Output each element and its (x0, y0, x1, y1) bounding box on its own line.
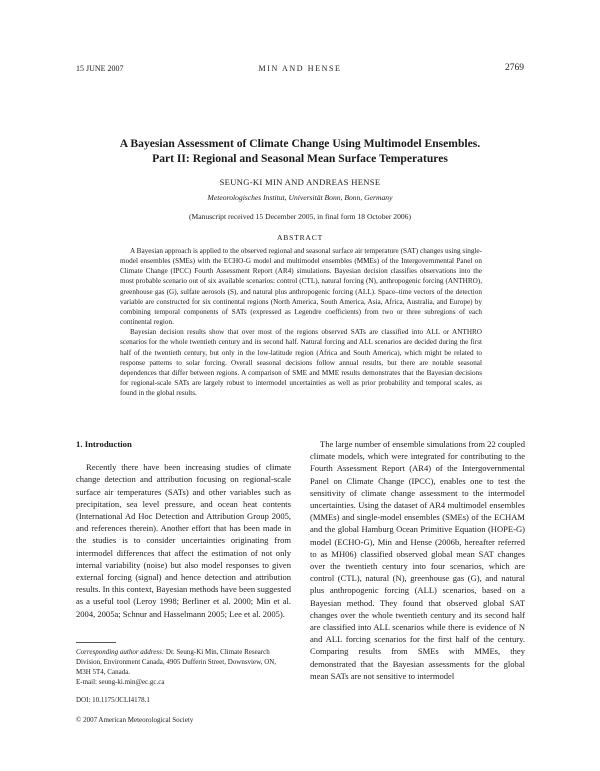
corresponding-author-footnote (76, 647, 291, 687)
footnote-address: Dr. Seung-Ki Min, Climate Research Division, Environment Canada, 4905 Dufferin Street, Downsview, ON, M3H 5T4, Canada. (76, 648, 277, 676)
manuscript-dates: (Manuscript received 15 December 2005, in final form 18 October 2006) (188, 212, 412, 221)
footnote-email: E-mail: seung-ki.min@ec.gc.ca (76, 678, 165, 686)
section-heading: 1. Introduction (76, 439, 132, 449)
abstract-heading: ABSTRACT (276, 233, 324, 242)
title-line-1: A Bayesian Assessment of Climate Change Using Multimodel Ensembles. (119, 137, 481, 150)
doi: DOI: 10.1175/JCLI4178.1 (76, 696, 150, 704)
footnote-divider (76, 642, 116, 643)
footnote-label: Corresponding author address: (76, 648, 165, 656)
running-head-date: 15 JUNE 2007 (76, 64, 124, 73)
abstract-paragraph-1: A Bayesian approach is applied to the observed regional and seasonal surface air temperature (SAT) changes using single-model ensembles (SMEs) with the ECHO-G model and multimodel ensembles (MMEs) of the Intergovernmental Panel on Climate Change (IPCC) Fourth Assessment Report (AR4) simulations. Bayesian decision classifies observations into the most probable scenario out of six available scenarios: control (CTL), natural forcing (N), anthropogenic forcing (ANTHRO), greenhouse gas (G), sulfate aerosols (S), and natural plus anthropogenic forcing (ALL). Space–time vectors of the detection variable are constructed for six continental regions (North America, South America, Asia, Africa, Australia, and Europe) by combining temporal components of SATs (expressed as Legendre coefficients) from two or three subregions of each continental region. (120, 247, 482, 327)
running-head (76, 64, 524, 78)
page-number: 2769 (505, 63, 524, 73)
copyright: © 2007 American Meteorological Society (76, 716, 194, 724)
left-column (76, 438, 291, 620)
title-line-2: Part II: Regional and Seasonal Mean Surface Temperatures (152, 152, 448, 165)
abstract-paragraph-2: Bayesian decision results show that over most of the regions observed SATs are classified into ALL or ANTHRO scenarios for the whole twentieth century and its second half. Natural forcing and ALL scenarios are decided during the first half of the twentieth century, but only in the low-latitude region (Africa and South America), which might be related to response patterns to solar forcing. Overall seasonal decisions follow annual results, but there are notable seasonal dependences that differ between regions. A comparison of SME and MME results demonstrates that the Bayesian decisions for regional-scale SATs are largely robust to intermodel uncertainties as well as prior probability and temporal scales, as found in the global results. (120, 328, 482, 398)
author-names: SEUNG-KI MIN AND ANDREAS HENSE (219, 177, 381, 187)
running-head-authors: MIN AND HENSE (258, 64, 342, 73)
paper-title (76, 136, 524, 166)
intro-paragraph-2: The large number of ensemble simulations from 22 coupled climate models, which were integrated for contributing to the Fourth Assessment Report (AR4) of the Intergovernmental Panel on Climate Change (IPCC), enables one to test the sensitivity of climate change assessment to the intermodel uncertainties. Using the dataset of AR4 multimodel ensembles (MMEs) and single-model ensembles (SMEs) of the ECHAM and the global Hamburg Ocean Primitive Equation (HOPE-G) model (ECHO-G), Min and Hense (2006b, hereafter referred to as MH06) classified observed global mean SAT changes over the twentieth century into four scenarios, which are control (CTL), natural (N), greenhouse gas (G), and natural plus anthropogenic forcing (ALL) scenarios, based on a Bayesian method. They found that observed global SAT changes over the whole twentieth century and its second half are classified into ALL scenarios while there is evidence of N and ALL forcing scenarios for the first half of the century. Comparing results from SMEs with MMEs, they demonstrated that the Bayesian assessments for the global mean SATs are not sensitive to intermodel (310, 439, 525, 681)
affiliation: Meteorologisches Institut, Universität Bonn, Bonn, Germany (207, 193, 393, 202)
abstract (120, 246, 482, 398)
right-column (310, 438, 525, 682)
intro-paragraph-1: Recently there have been increasing studies of climate change detection and attribution focusing on regional-scale surface air temperatures (SATs) and other variables such as precipitation, sea level pressure, and ocean heat contents (International Ad Hoc Detection and Attribution Group 2005, and references therein). Another effort that has been made in the studies is to consider uncertainties originating from intermodel differences that affect the estimation of not only internal variability (noise) but also model responses to given external forcing (signal) and hence detection and attribution results. In this context, Bayesian methods have been suggested as a useful tool (Leroy 1998; Berliner et al. 2000; Min et al. 2004, 2005a; Schnur and Hasselmann 2005; Lee et al. 2005). (76, 462, 291, 619)
